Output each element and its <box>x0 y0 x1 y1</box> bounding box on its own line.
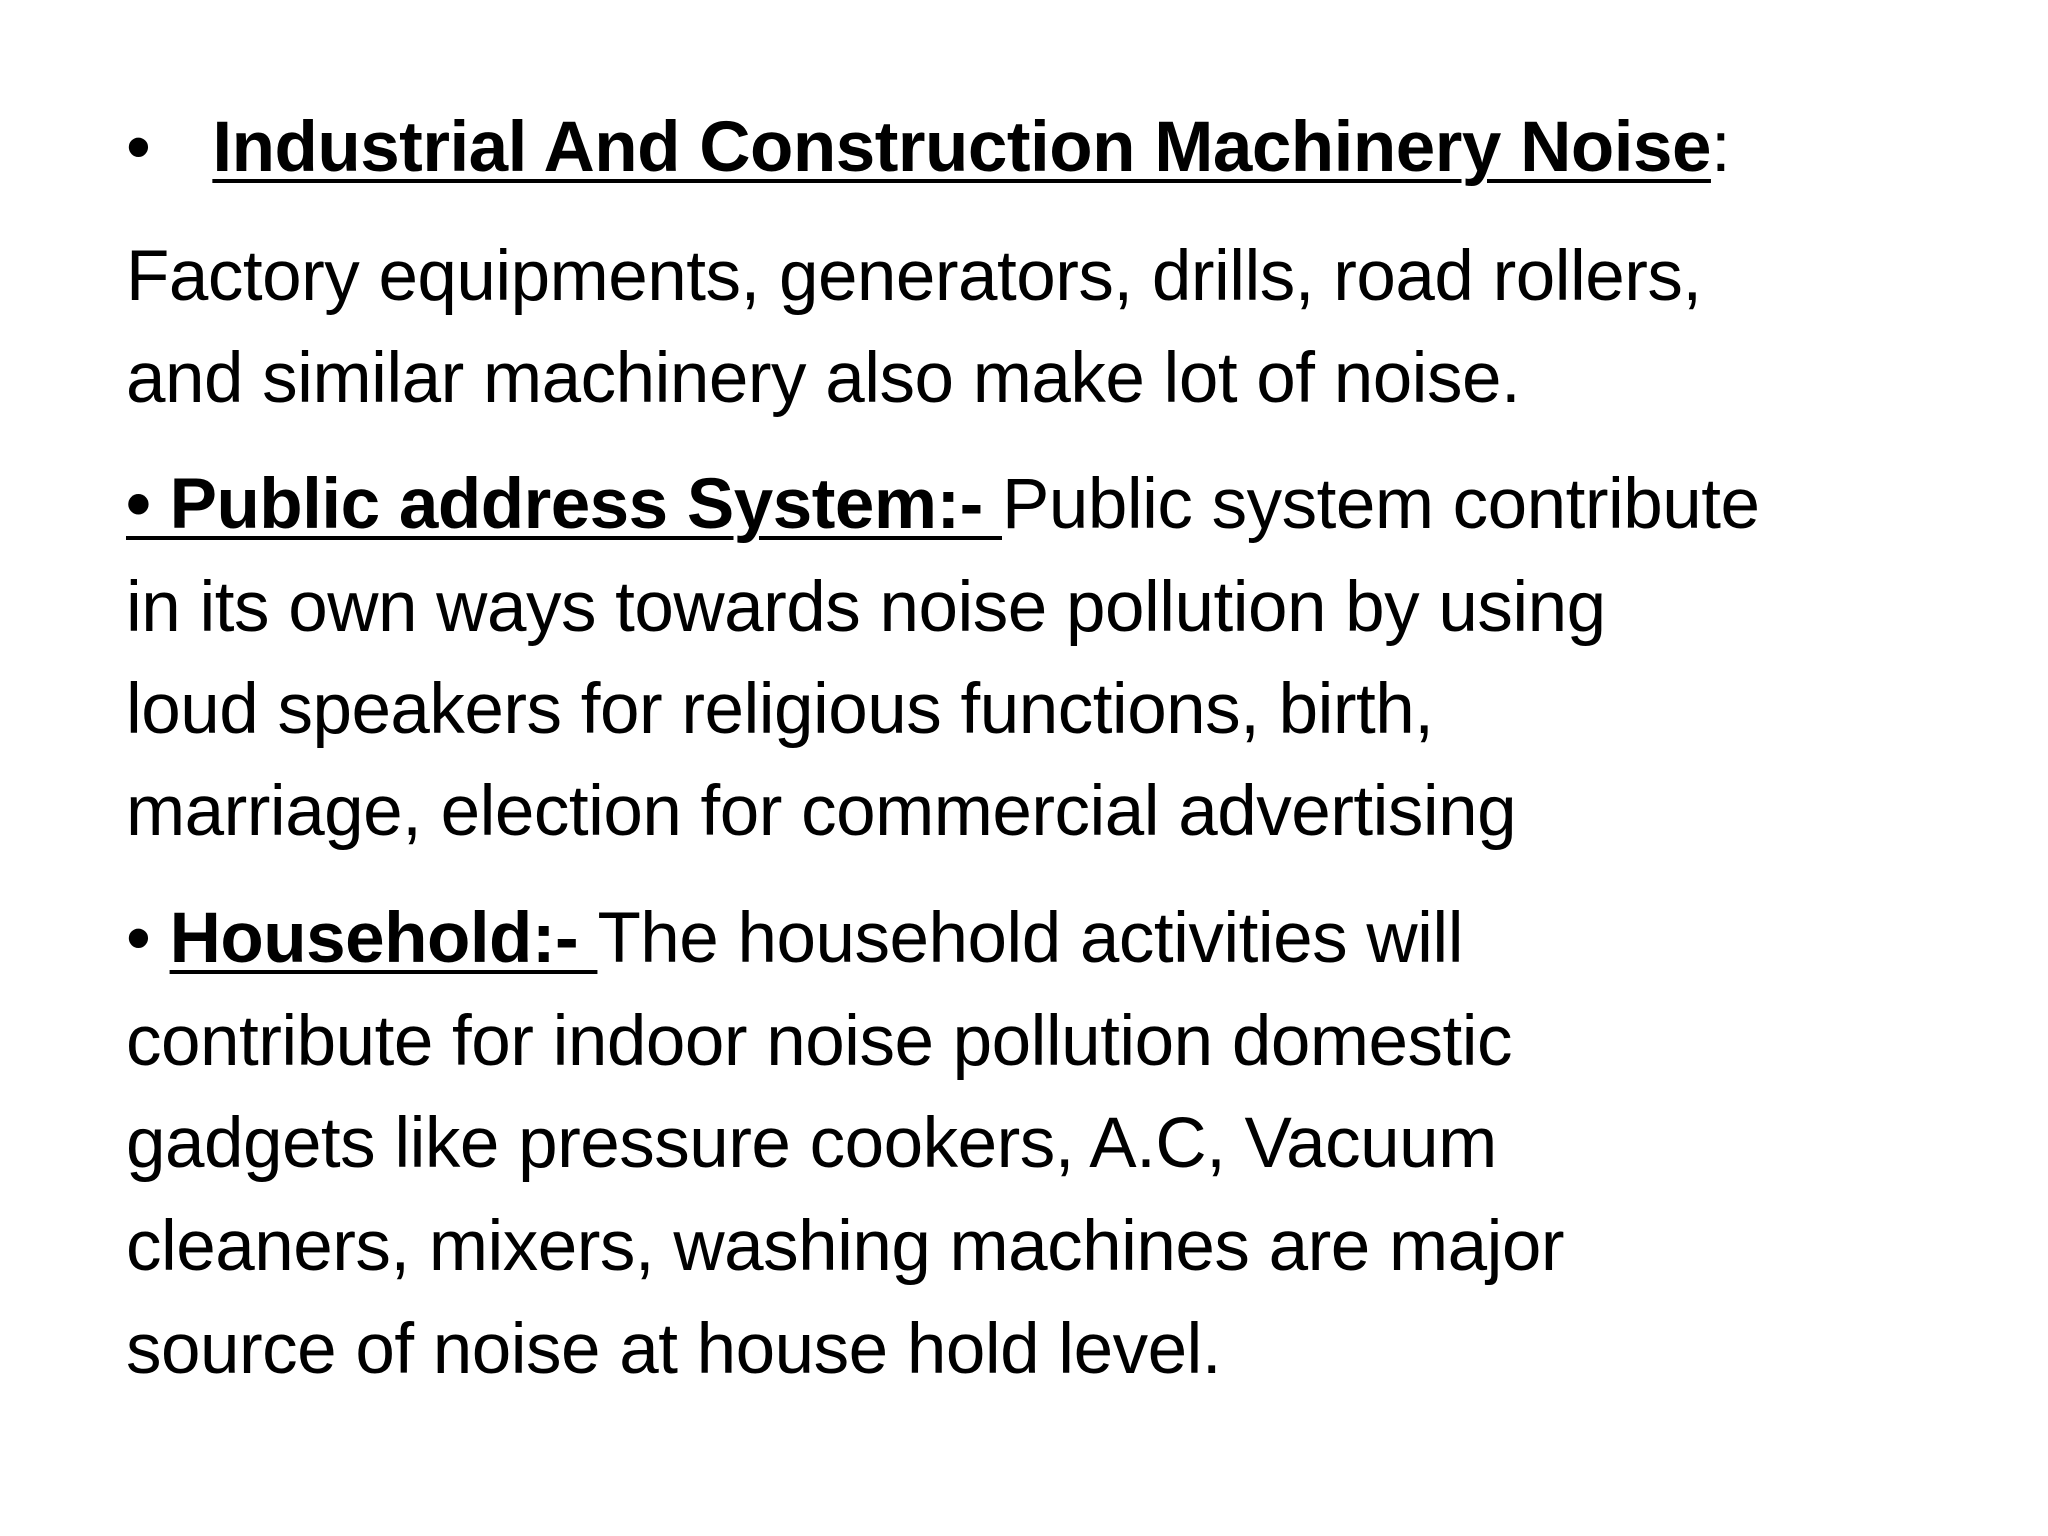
item3-body-line: cleaners, mixers, washing machines are major <box>126 1207 1565 1286</box>
item2-heading-line <box>126 465 1760 545</box>
item2-body-line: marriage, election for commercial advertising <box>126 772 1517 851</box>
item1-heading: Industrial And Construction Machinery Noise <box>212 108 1711 187</box>
item3-body-line: contribute for indoor noise pollution domestic <box>126 1002 1512 1081</box>
item1-heading-line <box>126 108 1730 188</box>
bullet: • <box>126 899 170 978</box>
item3-body-line: source of noise at house hold level. <box>126 1310 1222 1389</box>
bullet: • <box>126 108 151 187</box>
item1-body-line: Factory equipments, generators, drills, road rollers, <box>126 237 1702 316</box>
item2-lead-text: Public system contribute <box>1002 465 1760 544</box>
item3-body-line: gadgets like pressure cookers, A.C, Vacuum <box>126 1104 1497 1183</box>
item2-body-line: loud speakers for religious functions, birth, <box>126 670 1434 749</box>
item2-heading: • Public address System:- <box>126 465 1002 544</box>
item1-colon: : <box>1710 108 1731 187</box>
item3-heading-line <box>126 899 1463 979</box>
item2-body-line: in its own ways towards noise pollution by using <box>126 568 1606 647</box>
item1-body-line: and similar machinery also make lot of noise. <box>126 339 1521 418</box>
item3-lead-text: The household activities will <box>597 899 1463 978</box>
item3-heading: Household:- <box>169 899 598 978</box>
